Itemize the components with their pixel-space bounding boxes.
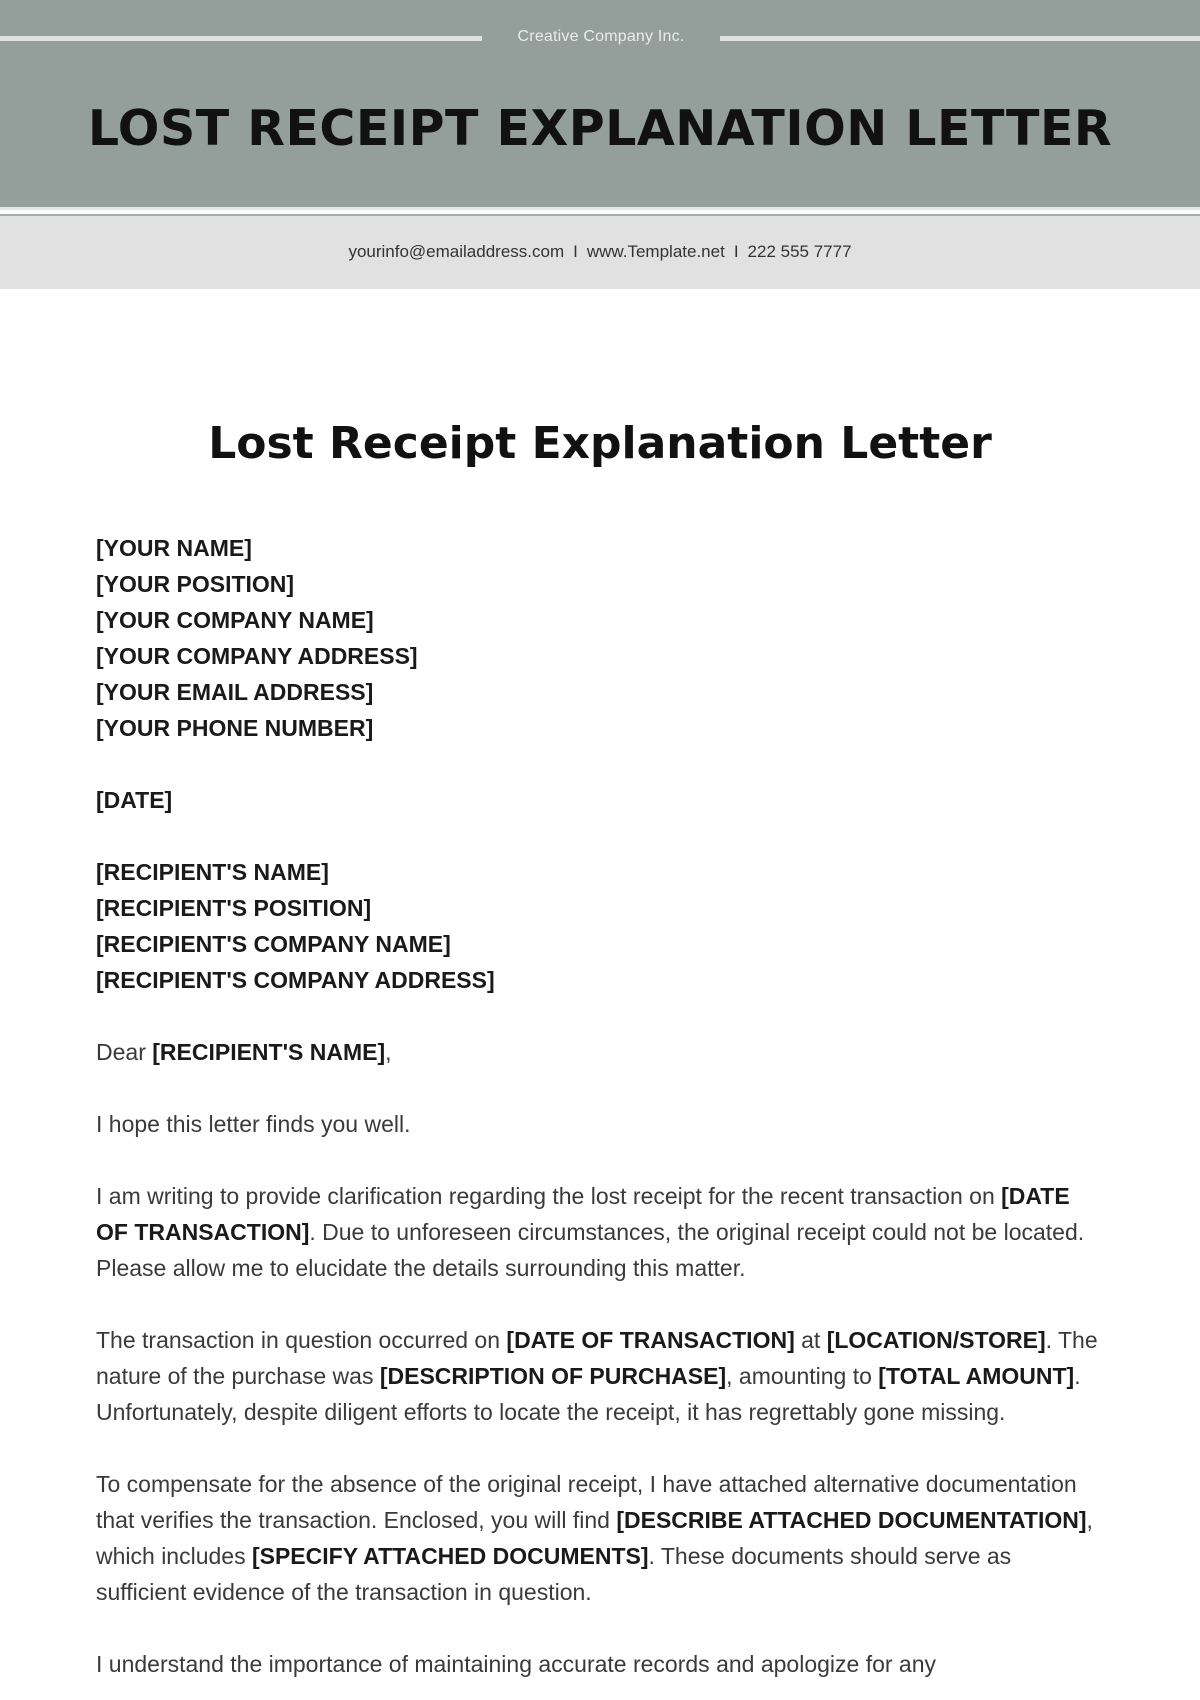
company-row	[0, 24, 1200, 52]
salutation-prefix: Dear	[96, 1039, 153, 1065]
contact-website[interactable]: www.Template.net	[586, 242, 725, 261]
paragraph-clarification	[96, 1178, 1106, 1286]
text: , amounting to	[726, 1363, 879, 1389]
text: , which includes	[96, 1507, 1093, 1569]
divider-right	[720, 36, 1200, 41]
placeholder-date-of-transaction: [DATE OF TRANSACTION]	[506, 1327, 795, 1353]
salutation-name: [RECIPIENT'S NAME]	[152, 1039, 386, 1065]
salutation-suffix: ,	[385, 1039, 392, 1065]
contact-email[interactable]: yourinfo@emailaddress.com	[348, 242, 565, 261]
header-title: LOST RECEIPT EXPLANATION LETTER	[87, 100, 1113, 157]
sender-company: [YOUR COMPANY NAME]	[96, 607, 374, 633]
recipient-name: [RECIPIENT'S NAME]	[96, 859, 329, 885]
date-block	[96, 782, 1106, 818]
paragraph-greeting: I hope this letter finds you well.	[96, 1111, 411, 1137]
placeholder-description-of-purchase: [DESCRIPTION OF PURCHASE]	[379, 1363, 727, 1389]
letter-body	[96, 530, 1106, 1700]
contact-band	[0, 216, 1200, 289]
recipient-company: [RECIPIENT'S COMPANY NAME]	[96, 931, 451, 957]
letter-date: [DATE]	[96, 787, 173, 813]
text: at	[794, 1327, 827, 1353]
sender-phone: [YOUR PHONE NUMBER]	[96, 715, 374, 741]
letter-title: Lost Receipt Explanation Letter	[208, 418, 992, 469]
text: I am writing to provide clarification regarding the lost receipt for the recent transaction on	[96, 1183, 1002, 1209]
text: . Unfortunately, despite diligent efforts to locate the receipt, it has regrettably gone missing.	[96, 1363, 1081, 1425]
placeholder-specify-attached-documents: [SPECIFY ATTACHED DOCUMENTS]	[251, 1543, 649, 1569]
recipient-block	[96, 854, 1106, 998]
sender-name: [YOUR NAME]	[96, 535, 252, 561]
sender-block	[96, 530, 1106, 746]
text: To compensate for the absence of the original receipt, I have attached alternative documentation that verifies the transaction. Enclosed, you will find	[96, 1471, 1077, 1533]
text: . The nature of the purchase was	[96, 1327, 1098, 1389]
company-name: Creative Company Inc.	[517, 28, 685, 45]
placeholder-total-amount: [TOTAL AMOUNT]	[878, 1363, 1075, 1389]
paragraph-apology: I understand the importance of maintaining accurate records and apologize for any	[96, 1651, 937, 1677]
contact-separator: I	[573, 242, 578, 261]
text: . These documents should serve as sufficient evidence of the transaction in question.	[96, 1543, 1012, 1605]
sender-position: [YOUR POSITION]	[96, 571, 295, 597]
salutation	[96, 1034, 1106, 1070]
contact-separator: I	[733, 242, 739, 261]
recipient-address: [RECIPIENT'S COMPANY ADDRESS]	[96, 967, 495, 993]
paragraph-transaction-details	[96, 1322, 1106, 1430]
sender-email: [YOUR EMAIL ADDRESS]	[96, 679, 374, 705]
text: . Due to unforeseen circumstances, the original receipt could not be located. Please allow me to elucidate the details surrounding this matter.	[96, 1219, 1085, 1281]
recipient-position: [RECIPIENT'S POSITION]	[96, 895, 372, 921]
text: The transaction in question occurred on	[96, 1327, 507, 1353]
contact-row	[0, 242, 1200, 262]
header-underline	[0, 207, 1200, 210]
divider-left	[0, 36, 482, 41]
paragraph-documentation	[96, 1466, 1106, 1610]
placeholder-location-store: [LOCATION/STORE]	[826, 1327, 1046, 1353]
contact-phone: 222 555 7777	[747, 242, 852, 261]
header-band	[0, 0, 1200, 208]
placeholder-describe-attached-documentation: [DESCRIBE ATTACHED DOCUMENTATION]	[616, 1507, 1087, 1533]
sender-address: [YOUR COMPANY ADDRESS]	[96, 643, 418, 669]
placeholder-date-of-transaction: [DATE OF TRANSACTION]	[96, 1183, 1070, 1245]
